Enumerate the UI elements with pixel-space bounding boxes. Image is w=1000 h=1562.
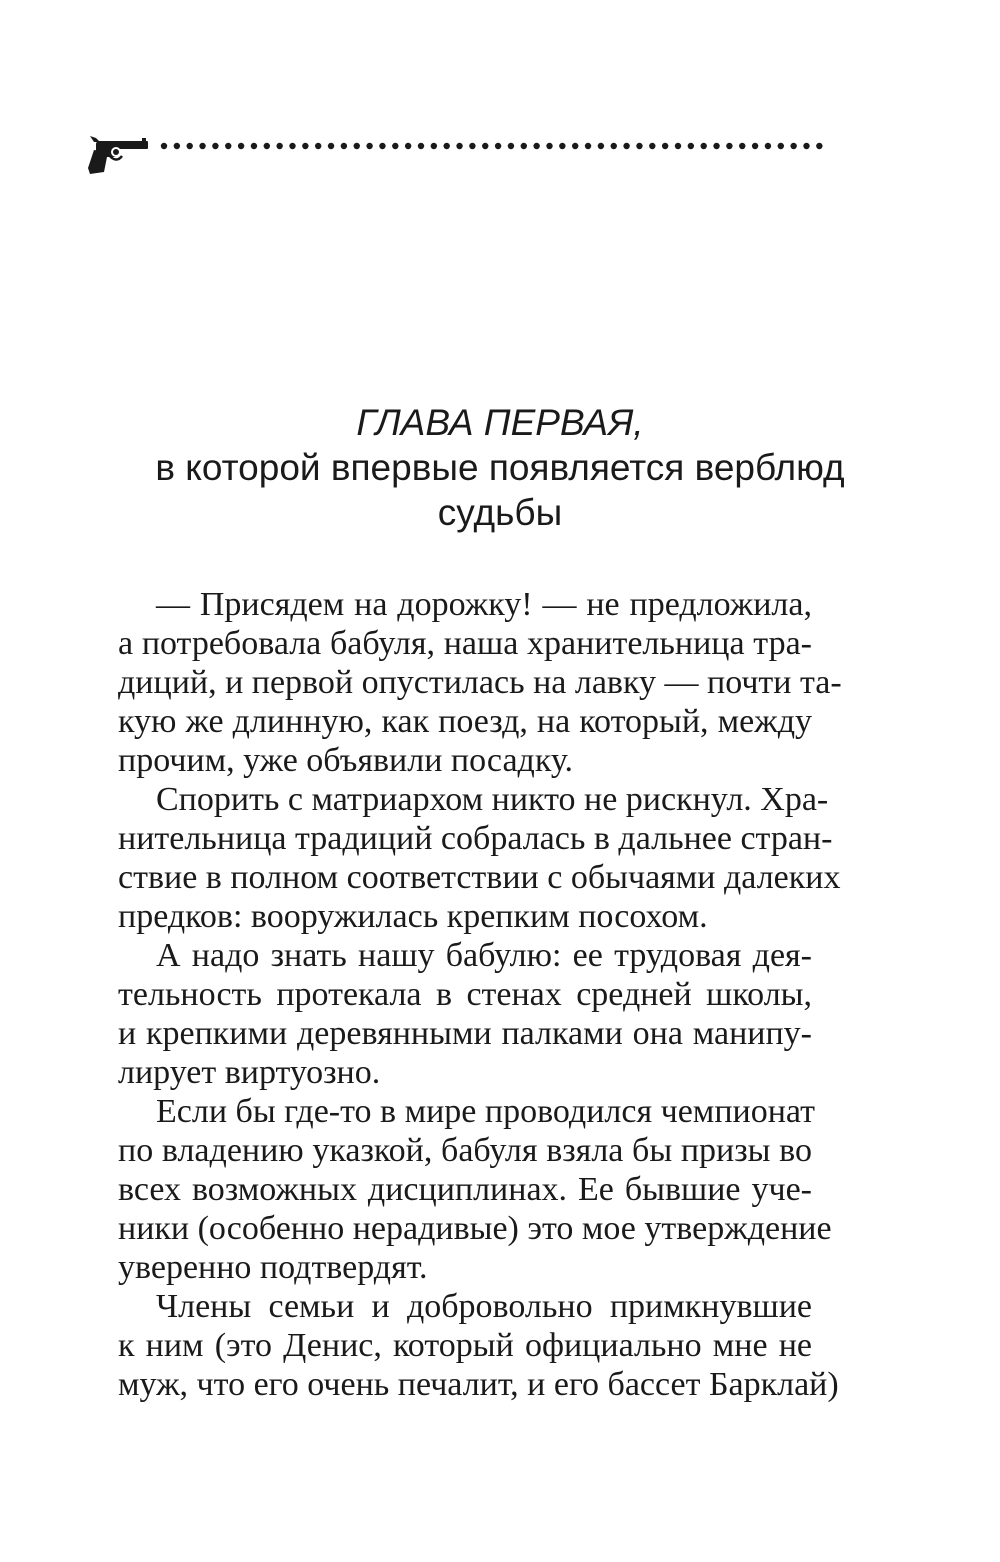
text-line: всех возможных дисциплинах. Ее бывшие уче- xyxy=(118,1171,812,1208)
ornament-dot xyxy=(636,143,642,149)
dot-row xyxy=(161,143,823,149)
text-line: тельность протекала в стенах средней школы, xyxy=(118,976,812,1013)
ornament-dot xyxy=(675,143,681,149)
text-line: прочим, уже объявили посадку. xyxy=(118,742,573,779)
body-text xyxy=(118,585,842,1404)
ornament-dot xyxy=(341,143,347,149)
text-line: Спорить с матриархом никто не рискнул. Хра- xyxy=(156,781,829,818)
ornament-dot xyxy=(456,143,462,149)
ornament-dot xyxy=(212,143,218,149)
ornament-dot xyxy=(508,143,514,149)
ornament-dot xyxy=(264,143,270,149)
ornament-dot xyxy=(354,143,360,149)
text-line: нительница традиций собралась в дальнее стран- xyxy=(118,820,833,857)
ornament-dot xyxy=(276,143,282,149)
text-line: а потребовала бабуля, наша хранительница тра- xyxy=(118,625,812,662)
dotted-rule xyxy=(86,128,826,178)
text-line: А надо знать нашу бабулю: ее трудовая дея- xyxy=(156,937,812,974)
ornament-dot xyxy=(765,143,771,149)
ornament-dot xyxy=(688,143,694,149)
ornament-dot xyxy=(790,143,796,149)
ornament-dot xyxy=(392,143,398,149)
ornament-dot xyxy=(559,143,565,149)
ornament-dot xyxy=(739,143,745,149)
ornament-dot xyxy=(816,143,822,149)
ornament-dot xyxy=(623,143,629,149)
ornament-dot xyxy=(662,143,668,149)
text-line: диций, и первой опустилась на лавку — почти та- xyxy=(118,664,842,701)
ornament-dot xyxy=(495,143,501,149)
ornament-dot xyxy=(546,143,552,149)
ornament-dot xyxy=(405,143,411,149)
ornament-dot xyxy=(315,143,321,149)
ornament-dot xyxy=(482,143,488,149)
text-line: лирует виртуозно. xyxy=(118,1054,381,1091)
ornament-dot xyxy=(598,143,604,149)
ornament-dot xyxy=(611,143,617,149)
text-line: кую же длинную, как поезд, на который, между xyxy=(118,703,812,740)
ornament-dot xyxy=(328,143,334,149)
ornament-dot xyxy=(199,143,205,149)
ornament-dot xyxy=(302,143,308,149)
text-line: по владению указкой, бабуля взяла бы призы во xyxy=(118,1132,812,1169)
ornament-dot xyxy=(444,143,450,149)
text-line: муж, что его очень печалит, и его бассет Барклай) xyxy=(118,1366,839,1403)
text-line: уверенно подтвердят. xyxy=(118,1249,428,1286)
ornament-dot xyxy=(803,143,809,149)
ornament-dot xyxy=(585,143,591,149)
ornament-dot xyxy=(572,143,578,149)
ornament-dot xyxy=(533,143,539,149)
ornament-dot xyxy=(187,143,193,149)
ornament-dot xyxy=(418,143,424,149)
text-line: ники (особенно нерадивые) это мое утверждение xyxy=(118,1210,832,1247)
text-line: к ним (это Денис, который официально мне не xyxy=(118,1327,812,1364)
revolver-icon xyxy=(88,136,148,174)
ornament-dot xyxy=(778,143,784,149)
ornament-dot xyxy=(174,143,180,149)
text-line: предков: вооружилась крепким посохом. xyxy=(118,898,708,935)
ornament-dot xyxy=(713,143,719,149)
header-ornament xyxy=(86,128,826,178)
text-line: Члены семьи и добровольно примкнувшие xyxy=(156,1288,812,1325)
chapter-title: ГЛАВА ПЕРВАЯ, xyxy=(356,402,644,443)
text-line: и крепкими деревянными палками она манипу- xyxy=(118,1015,812,1052)
ornament-dot xyxy=(289,143,295,149)
ornament-dot xyxy=(469,143,475,149)
ornament-dot xyxy=(366,143,372,149)
ornament-dot xyxy=(431,143,437,149)
ornament-dot xyxy=(701,143,707,149)
ornament-dot xyxy=(161,143,167,149)
ornament-dot xyxy=(521,143,527,149)
ornament-dot xyxy=(752,143,758,149)
text-line: ствие в полном соответствии с обычаями далеких xyxy=(118,859,841,896)
chapter-heading xyxy=(0,400,1000,535)
text-line: — Присядем на дорожку! — не предложила, xyxy=(156,586,812,623)
ornament-dot xyxy=(379,143,385,149)
chapter-subtitle: в которой впервые появляется верблюд судьбы xyxy=(155,447,845,533)
text-line: Если бы где-то в мире проводился чемпионат xyxy=(156,1093,815,1130)
ornament-dot xyxy=(649,143,655,149)
ornament-dot xyxy=(251,143,257,149)
ornament-dot xyxy=(225,143,231,149)
ornament-dot xyxy=(726,143,732,149)
ornament-dot xyxy=(238,143,244,149)
